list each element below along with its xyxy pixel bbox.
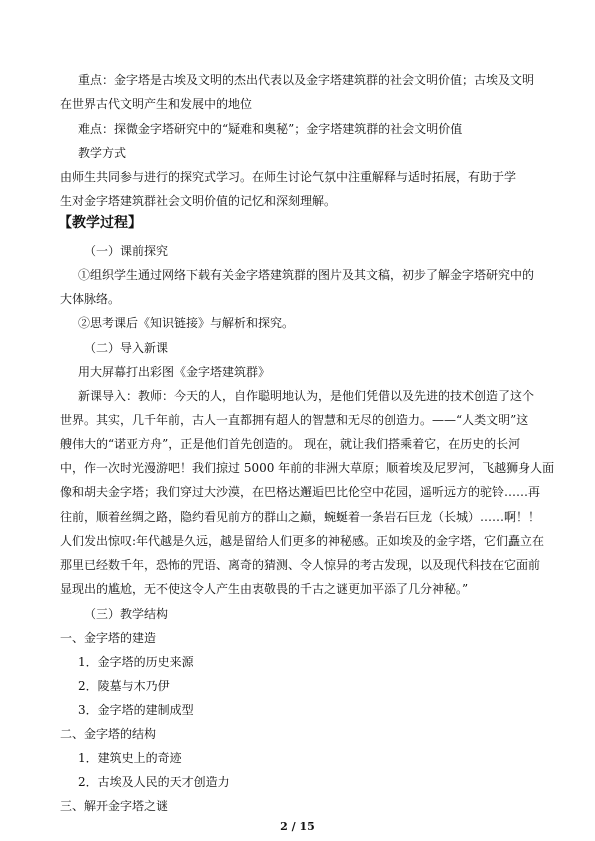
paragraph-intro-text-4: 中，作一次时光漫游吧！我们掠过 5000 年前的非洲大草原；顺着埃及尼罗河，飞越狮身人面 [60,461,555,475]
paragraph-teaching-method-cont: 生对金字塔建筑群社会文明价值的记忆和深刻理解。 [60,194,337,208]
paragraph-intro-text-9: 显现出的尴尬，无不使这令人产生由衷敬畏的千古之谜更加平添了几分神秘。” [60,582,469,596]
paragraph-intro-text: 新课导入：教师：今天的人，自作聪明地认为，是他们凭借以及先进的技术创造了这个 [78,389,535,403]
page-number: 2 / 15 [280,820,315,833]
paragraph-intro-screen: 用大屏幕打出彩图《金字塔建筑群》 [78,365,271,379]
paragraph-intro-text-6: 往前，顺着丝绸之路，隐约看见前方的群山之巅，蜿蜒着一条岩石巨龙（长城）……啊！！ [60,510,541,524]
paragraph-teaching-method: 由师生共同参与进行的探究式学习。在师生讨论气氛中注重解释与适时拓展，有助于学 [60,170,517,184]
paragraph-intro-text-5: 像和胡夫金字塔；我们穿过大沙漠，在巴格达邂逅巴比伦空中花园，遥听远方的驼铃……再 [60,485,541,499]
subsection-intro: （二）导入新课 [84,341,169,355]
paragraph-key-points: 重点：金字塔是古埃及文明的杰出代表以及金字塔建筑群的社会文明价值；古埃及文明 [78,73,535,87]
outline-item-2-2: 2．古埃及人民的天才创造力 [78,775,230,789]
outline-item-1: 一、金字塔的建造 [60,631,157,645]
section-heading-teaching-process: 【教学过程】 [58,215,142,231]
paragraph-pre-class-2: ②思考课后《知识链接》与解析和探究。 [78,316,295,330]
outline-item-1-2: 2．陵墓与木乃伊 [78,679,170,693]
paragraph-intro-text-8: 那里已经数千年，恐怖的咒语、离奇的猜测、令人惊异的考古发现，以及现代科技在它面前 [60,558,541,572]
subsection-structure: （三）教学结构 [84,607,169,621]
paragraph-pre-class-1-cont: 大体脉络。 [60,292,121,306]
outline-item-1-3: 3．金字塔的建制成型 [78,703,194,717]
outline-item-2-1: 1．建筑史上的奇迹 [78,751,182,765]
paragraph-teaching-method-title: 教学方式 [78,146,127,160]
paragraph-key-points-cont: 在世界古代文明产生和发展中的地位 [60,97,253,111]
paragraph-pre-class-1: ①组织学生通过网络下载有关金字塔建筑群的图片及其文稿，初步了解金字塔研究中的 [78,268,535,282]
subsection-pre-class: （一）课前探究 [84,244,169,258]
outline-item-2: 二、金字塔的结构 [60,727,157,741]
paragraph-difficulties: 难点：探微金字塔研究中的“疑难和奥秘”；金字塔建筑群的社会文明价值 [78,122,463,136]
paragraph-intro-text-3: 艘伟大的“诺亚方舟”，正是他们首先创造的。 现在，就让我们搭乘着它，在历史的长河 [60,437,521,451]
paragraph-intro-text-7: 人们发出惊叹:年代越是久远，越是留给人们更多的神秘感。正如埃及的金字塔，它们矗立在 [60,534,545,548]
outline-item-3: 三、解开金字塔之谜 [60,799,169,813]
outline-item-1-1: 1．金字塔的历史来源 [78,655,194,669]
paragraph-intro-text-2: 世界。其实，几千年前，古人一直都拥有超人的智慧和无尽的创造力。——“人类文明”这 [60,413,529,427]
